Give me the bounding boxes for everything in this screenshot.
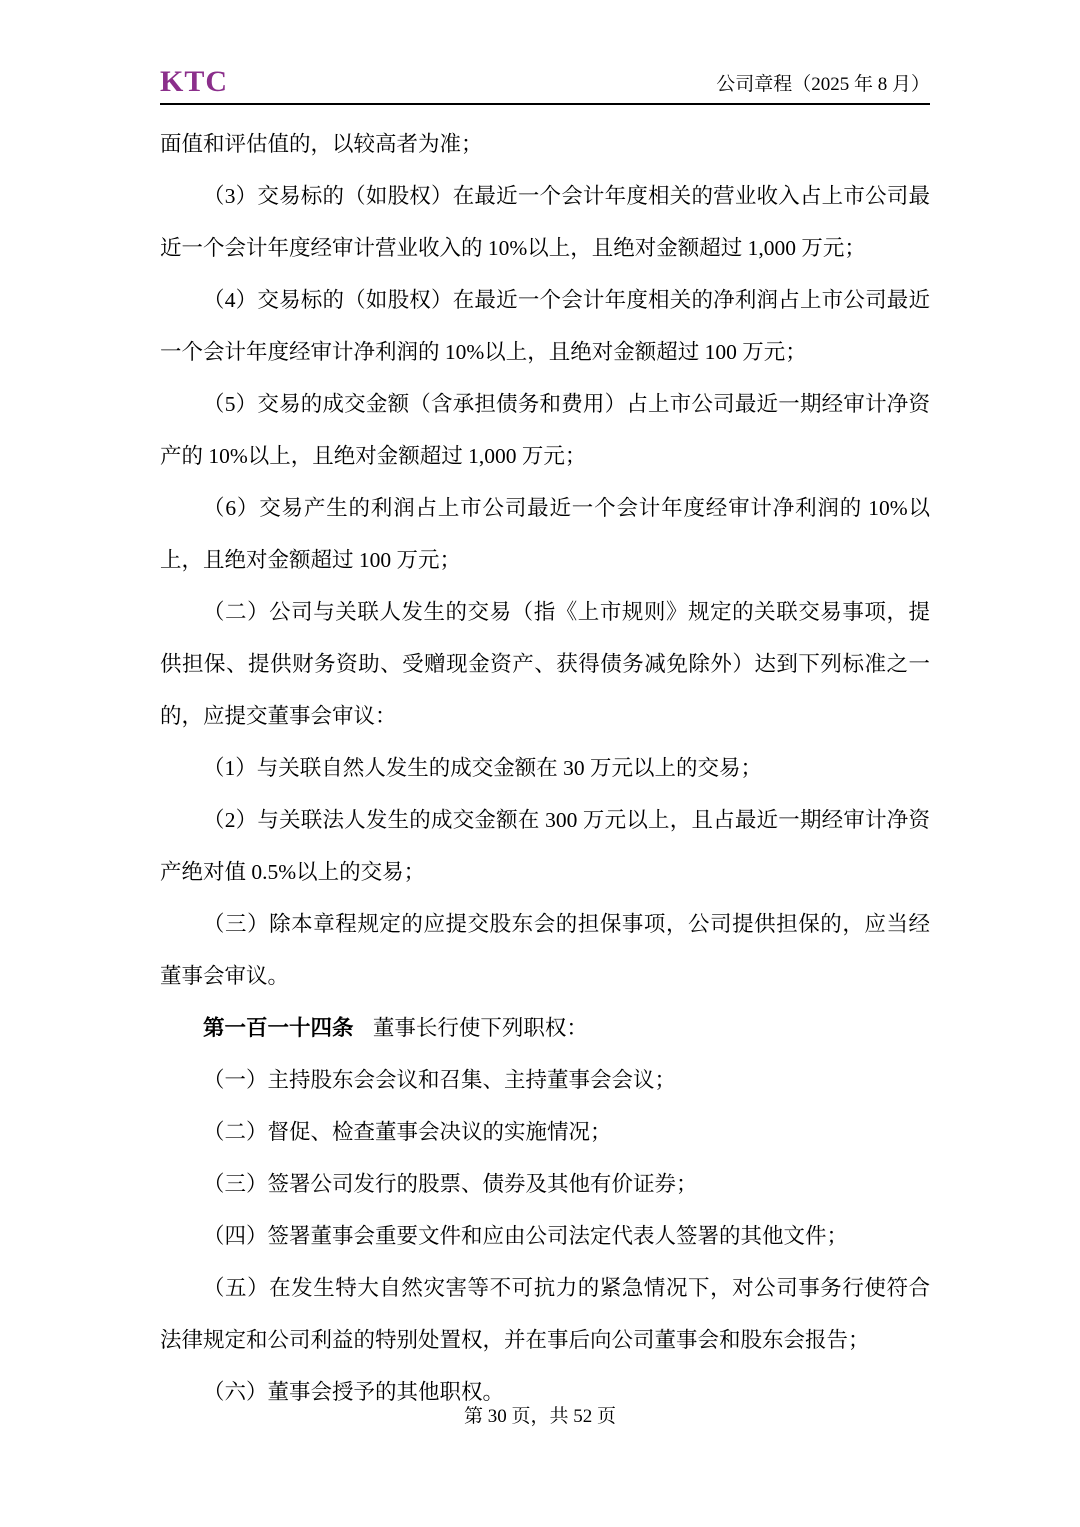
article-number: 第一百一十四条	[203, 1016, 354, 1040]
duty-item: （二）督促、检查董事会决议的实施情况；	[203, 1120, 612, 1144]
article-heading	[160, 1002, 930, 1054]
body-paragraph: （2）与关联法人发生的成交金额在 300 万元以上，且占最近一期经审计净资产绝对值 0.5%以上的交易；	[160, 808, 930, 884]
duty-item: （四）签署董事会重要文件和应由公司法定代表人签署的其他文件；	[203, 1224, 849, 1248]
duty-item: （五）在发生特大自然灾害等不可抗力的紧急情况下，对公司事务行使符合法律规定和公司利益的特别处置权，并在事后向公司董事会和股东会报告；	[160, 1276, 930, 1352]
body-paragraph: （3）交易标的（如股权）在最近一个会计年度相关的营业收入占上市公司最近一个会计年度经审计营业收入的 10%以上，且绝对金额超过 1,000 万元；	[160, 184, 930, 260]
document-header	[160, 66, 930, 105]
body-paragraph: （6）交易产生的利润占上市公司最近一个会计年度经审计净利润的 10%以上，且绝对金额超过 100 万元；	[160, 496, 930, 572]
duty-item: （六）董事会授予的其他职权。	[203, 1380, 505, 1404]
page-footer	[0, 1404, 1080, 1430]
duty-item: （三）签署公司发行的股票、债券及其他有价证券；	[203, 1172, 698, 1196]
duty-item: （一）主持股东会会议和召集、主持董事会会议；	[203, 1068, 677, 1092]
body-paragraph: （5）交易的成交金额（含承担债务和费用）占上市公司最近一期经审计净资产的 10%以上，且绝对金额超过 1,000 万元；	[160, 392, 930, 468]
header-document-title: 公司章程（2025 年 8 月）	[716, 74, 930, 95]
body-paragraph: 面值和评估值的，以较高者为准；	[160, 132, 483, 156]
body-paragraph: （4）交易标的（如股权）在最近一个会计年度相关的净利润占上市公司最近一个会计年度经审计净利润的 10%以上，且绝对金额超过 100 万元；	[160, 288, 930, 364]
document-body	[160, 105, 930, 1418]
body-paragraph: （三）除本章程规定的应提交股东会的担保事项，公司提供担保的，应当经董事会审议。	[160, 912, 930, 988]
company-logo: KTC	[160, 65, 229, 98]
page-number: 第 30 页，共 52 页	[463, 1406, 616, 1427]
article-heading-text: 董事长行使下列职权：	[372, 1016, 588, 1040]
body-paragraph: （1）与关联自然人发生的成交金额在 30 万元以上的交易；	[203, 756, 763, 780]
body-paragraph: （二）公司与关联人发生的交易（指《上市规则》规定的关联交易事项，提供担保、提供财务资助、受赠现金资产、获得债务减免除外）达到下列标准之一的，应提交董事会审议：	[160, 600, 930, 728]
